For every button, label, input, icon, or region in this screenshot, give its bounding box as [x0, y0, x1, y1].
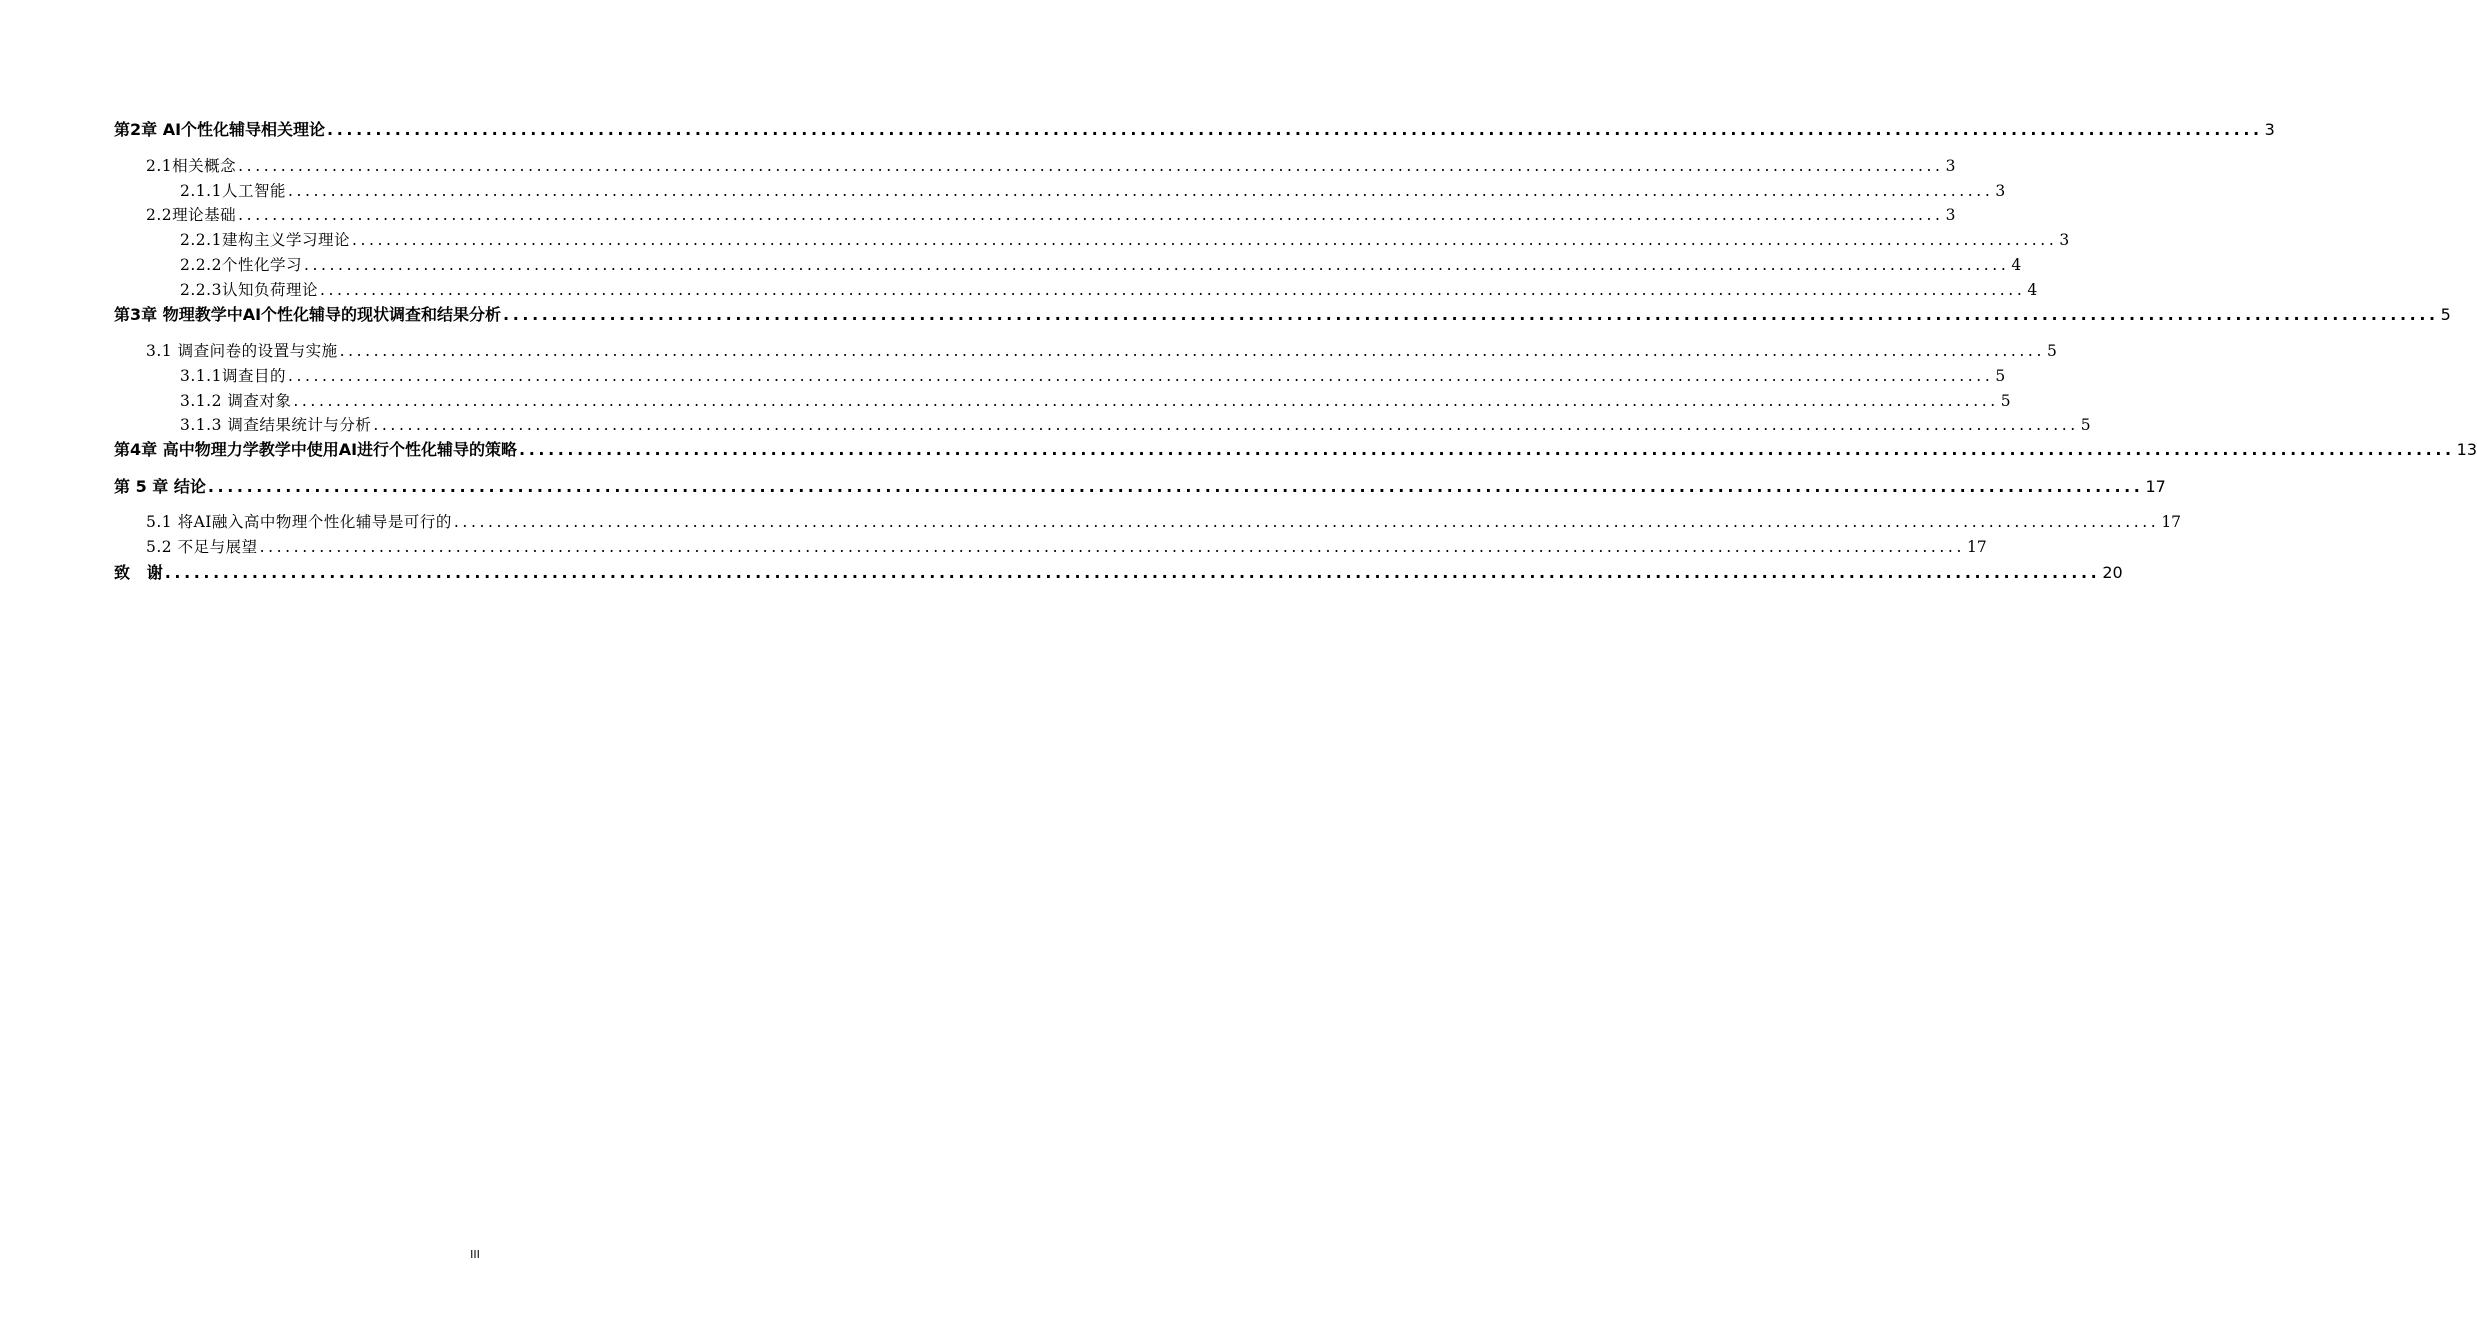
- toc-entry-title: 2.1相关概念: [146, 157, 237, 175]
- toc-entry-page: 17: [1966, 538, 1987, 556]
- toc-entry-page: 5: [2440, 305, 2451, 324]
- toc-entry-page: 4: [2027, 281, 2038, 299]
- toc-entry-page: 17: [2145, 477, 2166, 496]
- toc-leader-dots: ........................................................................................................................................................................................................: [287, 367, 1994, 385]
- toc-leader-dots: ........................................................................................................................................................................................................: [238, 157, 1944, 175]
- toc-entry-title: 5.2 不足与展望: [146, 538, 258, 556]
- toc-leader-dots: ........................................................................................................................................................................................................: [519, 440, 2455, 459]
- toc-entry-title: 3.1.3 调查结果统计与分析: [180, 416, 372, 434]
- toc-entry-page: 3: [1995, 182, 2006, 200]
- toc-entry-title: 2.1.1人工智能: [180, 182, 286, 200]
- page-number: III: [470, 1248, 480, 1261]
- toc-entry-page: 5: [2046, 342, 2057, 360]
- toc-leader-dots: ........................................................................................................................................................................................................: [238, 206, 1944, 224]
- toc-leader-dots: ........................................................................................................................................................................................................: [164, 563, 2101, 582]
- toc-entry-chapter-2[interactable]: [114, 117, 2275, 140]
- toc-entry-page: 3: [1945, 157, 1956, 175]
- toc-entry-title: 第3章 物理教学中AI个性化辅导的现状调查和结果分析: [114, 305, 502, 324]
- toc-entry-title: 致 谢: [114, 563, 163, 582]
- toc-entry-page: 13: [2456, 440, 2477, 459]
- toc-entry-3-1[interactable]: [146, 339, 2057, 361]
- toc-leader-dots: ........................................................................................................................................................................................................: [373, 416, 2079, 434]
- toc-entry-title: 2.2.1建构主义学习理论: [180, 231, 350, 249]
- toc-entry-page: 3: [2059, 231, 2070, 249]
- toc-leader-dots: ........................................................................................................................................................................................................: [351, 231, 2058, 249]
- toc-entry-page: 4: [2011, 256, 2022, 274]
- toc-entry-acknowledgements[interactable]: [114, 560, 2123, 583]
- toc-leader-dots: ........................................................................................................................................................................................................: [293, 392, 1999, 410]
- toc-entry-chapter-3[interactable]: [114, 302, 2451, 325]
- toc-entry-page: 5: [2000, 392, 2011, 410]
- toc-entry-title: 3.1.2 调查对象: [180, 392, 292, 410]
- toc-entry-page: 17: [2161, 513, 2182, 531]
- toc-leader-dots: ........................................................................................................................................................................................................: [207, 477, 2144, 496]
- toc-leader-dots: ........................................................................................................................................................................................................: [453, 513, 2160, 531]
- toc-entry-title: 2.2理论基础: [146, 206, 237, 224]
- toc-leader-dots: ........................................................................................................................................................................................................: [339, 342, 2045, 360]
- toc-entry-5-1[interactable]: [146, 510, 2182, 532]
- toc-entry-5-2[interactable]: [146, 535, 1987, 557]
- toc-entry-2-2-1[interactable]: [180, 228, 2070, 250]
- toc-leader-dots: ........................................................................................................................................................................................................: [259, 538, 1965, 556]
- toc-entry-2-2[interactable]: [146, 203, 1956, 225]
- toc-entry-page: 20: [2102, 563, 2123, 582]
- toc-entry-title: 第 5 章 结论: [114, 477, 206, 496]
- toc-entry-2-1-1[interactable]: [180, 179, 2006, 201]
- toc-entry-2-1[interactable]: [146, 154, 1956, 176]
- toc-entry-2-2-2[interactable]: [180, 253, 2022, 275]
- toc-entry-page: 5: [2080, 416, 2091, 434]
- toc-entry-page: 5: [1995, 367, 2006, 385]
- toc-leader-dots: ........................................................................................................................................................................................................: [303, 256, 2010, 274]
- toc-entry-3-1-2[interactable]: [180, 389, 2011, 411]
- toc-entry-3-1-1[interactable]: [180, 364, 2006, 386]
- toc-entry-title: 5.1 将AI融入高中物理个性化辅导是可行的: [146, 513, 452, 531]
- toc-entry-title: 3.1.1调查目的: [180, 367, 286, 385]
- toc-leader-dots: ........................................................................................................................................................................................................: [319, 281, 2026, 299]
- toc-entry-page: 3: [2264, 120, 2275, 139]
- toc-entry-title: 第2章 AI个性化辅导相关理论: [114, 120, 326, 139]
- toc-entry-2-2-3[interactable]: [180, 278, 2038, 300]
- toc-entry-title: 2.2.3认知负荷理论: [180, 281, 318, 299]
- toc-entry-3-1-3[interactable]: [180, 413, 2091, 435]
- toc-leader-dots: ........................................................................................................................................................................................................: [503, 305, 2439, 324]
- toc-leader-dots: ........................................................................................................................................................................................................: [327, 120, 2263, 139]
- toc-entry-title: 第4章 高中物理力学教学中使用AI进行个性化辅导的策略: [114, 440, 518, 459]
- toc-entry-title: 2.2.2个性化学习: [180, 256, 302, 274]
- toc-entry-chapter-5[interactable]: [114, 474, 2166, 497]
- toc-entry-page: 3: [1945, 206, 1956, 224]
- toc-entry-chapter-4[interactable]: [114, 437, 2477, 460]
- toc-entry-title: 3.1 调查问卷的设置与实施: [146, 342, 338, 360]
- toc-leader-dots: ........................................................................................................................................................................................................: [287, 182, 1994, 200]
